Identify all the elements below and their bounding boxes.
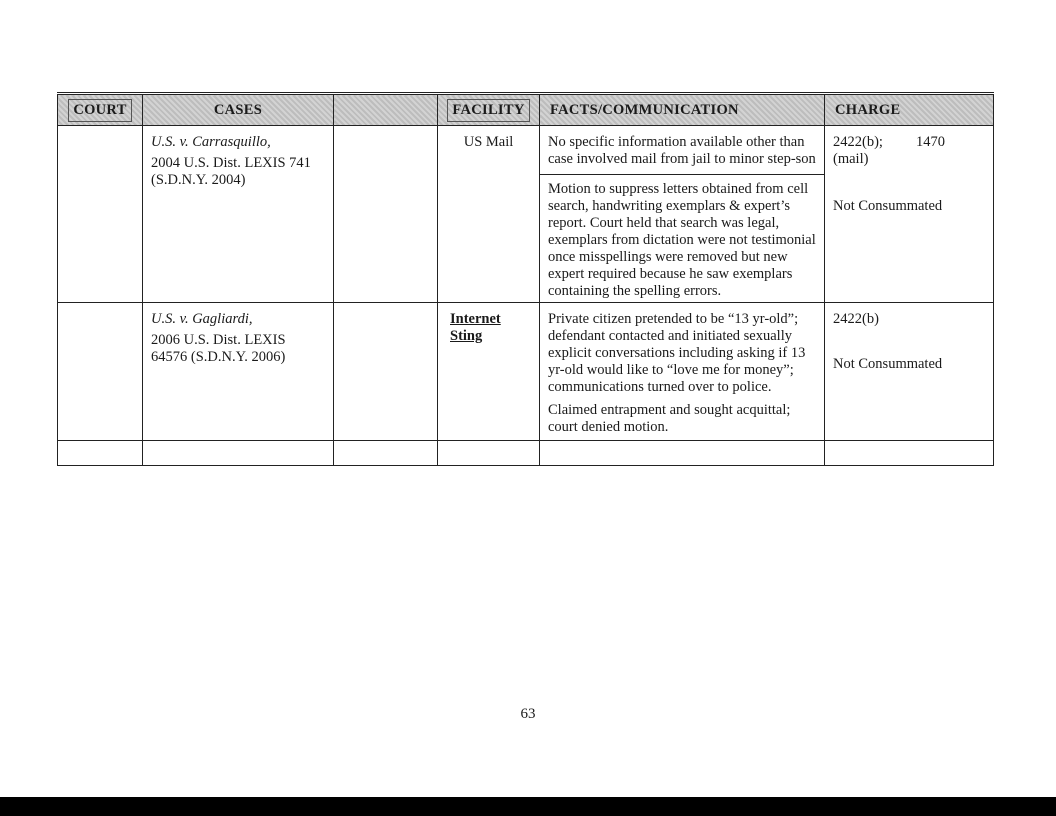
header-court: COURT xyxy=(58,94,143,126)
table-row xyxy=(58,303,994,441)
charge-status: Not Consummated xyxy=(833,356,943,372)
header-cases: CASES xyxy=(143,94,334,126)
facility-text: US Mail xyxy=(463,134,514,150)
header-charge: CHARGE xyxy=(825,94,994,126)
charge-code: 2422(b) xyxy=(833,311,879,327)
facility-text: Internet Sting xyxy=(450,311,501,344)
empty-cell xyxy=(540,441,825,466)
fact-paragraph: No specific information available other than case involved mail from jail to minor step-son xyxy=(548,134,816,167)
empty-cell xyxy=(825,441,994,466)
page-number: 63 xyxy=(520,706,536,722)
charge-code: 2422(b); xyxy=(833,134,883,150)
scan-border xyxy=(0,797,1056,816)
facility-cell xyxy=(438,303,540,441)
fact-paragraph: Motion to suppress letters obtained from cell search, handwriting exemplars & expert’s report. Court held that search was legal, exemplars from dictation were not testimonial once misspellings were removed but new expert required because he saw exemplars containing the spelling errors. xyxy=(548,181,816,299)
charge-cell xyxy=(825,126,994,303)
table-row xyxy=(58,126,994,303)
facts-cell xyxy=(540,303,825,441)
facility-cell xyxy=(438,126,540,303)
charge-codes xyxy=(833,134,985,151)
header-blank xyxy=(334,94,438,126)
empty-cell xyxy=(143,441,334,466)
charge-code: 1470 xyxy=(916,134,945,150)
case-citation: 2006 U.S. Dist. LEXIS 64576 (S.D.N.Y. 2006) xyxy=(151,332,286,365)
charge-cell xyxy=(825,303,994,441)
court-cell xyxy=(58,303,143,441)
facts-cell xyxy=(540,126,825,303)
case-name: U.S. v. Gagliardi, xyxy=(151,311,253,327)
empty-cell xyxy=(334,441,438,466)
case-cell xyxy=(143,303,334,441)
empty-cell xyxy=(438,441,540,466)
table-row-empty xyxy=(58,441,994,466)
fact-paragraph: Claimed entrapment and sought acquittal; court denied motion. xyxy=(548,402,791,435)
header-facts: FACTS/COMMUNICATION xyxy=(540,94,825,126)
case-cell xyxy=(143,126,334,303)
case-table xyxy=(57,92,994,466)
fact-paragraph: Private citizen pretended to be “13 yr-old”; defendant contacted and initiated sexually explicit conversations including asking if 13 yr-old would like to “love me for money”; communications turned over to police. xyxy=(548,311,806,395)
charge-status: Not Consummated xyxy=(833,198,943,214)
empty-cell xyxy=(58,441,143,466)
case-citation: 2004 U.S. Dist. LEXIS 741 (S.D.N.Y. 2004) xyxy=(151,155,311,188)
table-header-row xyxy=(58,94,994,126)
case-name: U.S. v. Carrasquillo, xyxy=(151,134,271,150)
blank-cell xyxy=(334,126,438,303)
charge-note: (mail) xyxy=(833,151,869,167)
blank-cell xyxy=(334,303,438,441)
header-facility: FACILITY xyxy=(438,94,540,126)
court-cell xyxy=(58,126,143,303)
